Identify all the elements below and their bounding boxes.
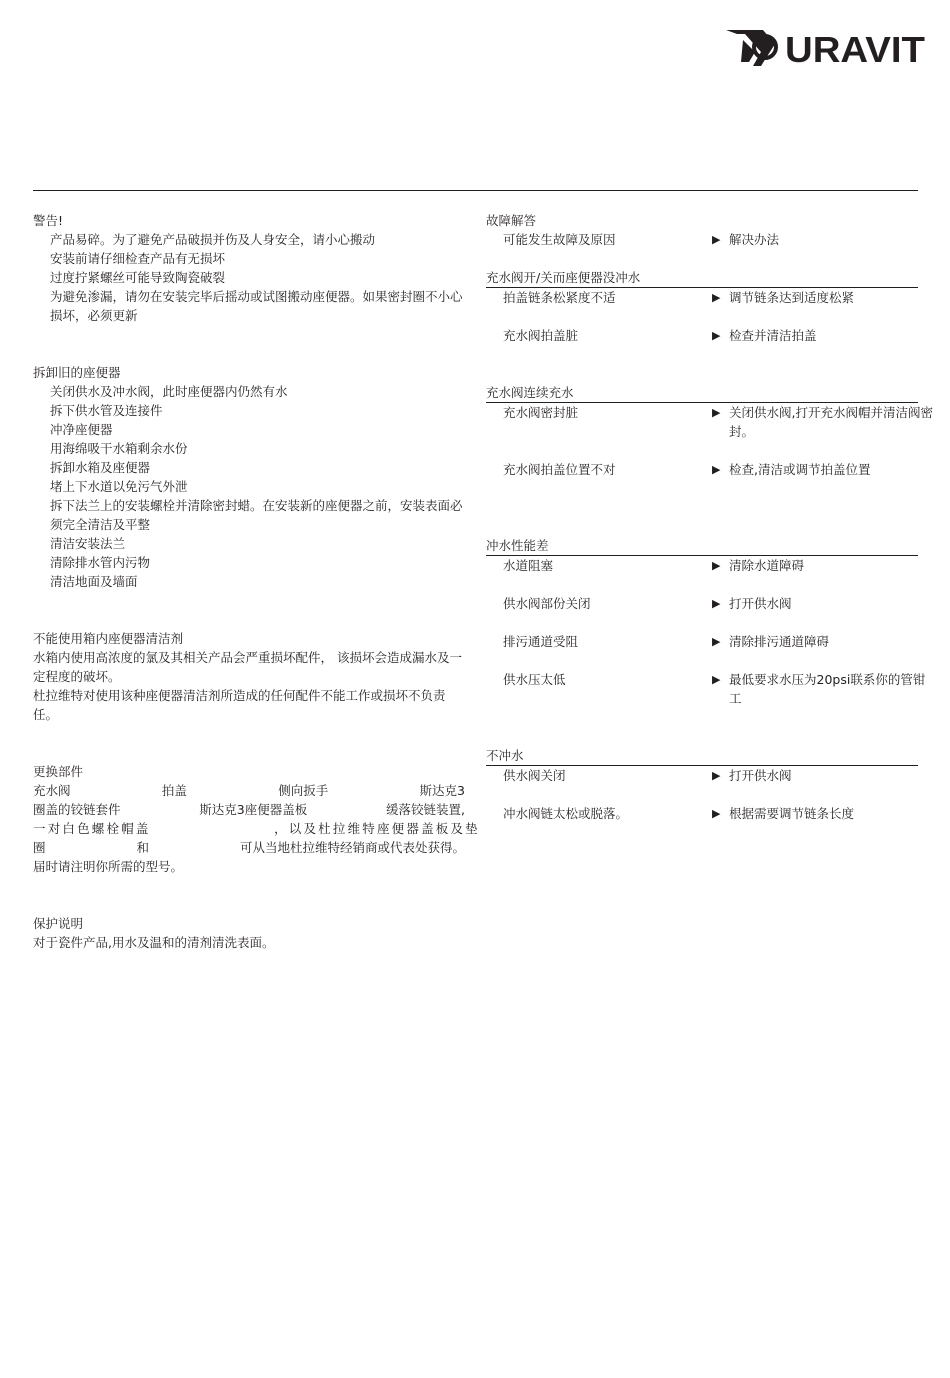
part-name: 拍盖 xyxy=(161,783,187,798)
removal-step: 用海绵吸干水箱剩余水份 xyxy=(50,441,188,456)
arrow-right-icon: ▶ xyxy=(712,559,721,572)
problem-cause: 拍盖链条松紧度不适 xyxy=(503,290,616,305)
removal-step: 拆下供水管及连接件 xyxy=(50,403,163,418)
problem-solution xyxy=(712,403,935,441)
problem-cause: 充水阀拍盖位置不对 xyxy=(503,462,616,477)
warning-item: 安装前请仔细检查产品有无损坏 xyxy=(50,251,226,266)
solution-text: 最低要求水压为20psi联系你的管钳工 xyxy=(729,672,926,706)
problem-solution xyxy=(712,460,935,479)
part-name: 和 xyxy=(136,840,149,855)
svg-text:URAVIT: URAVIT xyxy=(785,29,926,70)
removal-step xyxy=(33,496,465,534)
solution-text: 清除水道障碍 xyxy=(729,558,805,573)
removal-title: 拆卸旧的座便器 xyxy=(33,365,121,380)
problem-cause: 供水阀部份关闭 xyxy=(503,596,591,611)
care-text: 对于瓷件产品,用水及温和的清剂清洗表面。 xyxy=(33,935,275,950)
problem-solution xyxy=(712,288,935,307)
top-divider xyxy=(33,190,918,191)
problem-solution xyxy=(712,556,935,575)
problem-cause: 水道阻塞 xyxy=(503,558,554,573)
arrow-right-icon: ▶ xyxy=(712,635,721,648)
problem-cause: 排污通道受阻 xyxy=(503,634,579,649)
problem-row xyxy=(486,804,918,823)
duravit-logo-mark xyxy=(723,22,927,70)
problem-solution xyxy=(712,326,935,345)
problem-row xyxy=(486,460,918,479)
problem-solution xyxy=(712,766,935,785)
removal-step: 清除排水管内污物 xyxy=(50,555,151,570)
problem-cause: 充水阀拍盖脏 xyxy=(503,328,579,343)
left-column xyxy=(33,211,480,952)
removal-step: 拆卸水箱及座便器 xyxy=(50,460,151,475)
solution-text: 打开供水阀 xyxy=(729,596,792,611)
parts-line: 届时请注明你所需的型号。 xyxy=(33,859,184,874)
removal-step: 清洁安装法兰 xyxy=(50,536,126,551)
problem-row xyxy=(486,632,918,651)
arrow-right-icon: ▶ xyxy=(712,291,721,304)
arrow-right-icon: ▶ xyxy=(712,233,721,246)
cleaner-paragraph: 杜拉维特对使用该种座便器清洁剂所造成的任何配件不能工作或损坏不负责任。 xyxy=(33,688,446,722)
removal-step-text: 拆下法兰上的安装螺栓并清除密封蜡。在安装新的座便器之前，安装表面必须完全清洁及平整 xyxy=(50,498,463,532)
part-name: 圈盖的铰链套件 xyxy=(33,802,121,817)
arrow-right-icon: ▶ xyxy=(712,406,721,419)
problem-title: 充水阀连续充水 xyxy=(486,383,918,403)
problem-row xyxy=(486,556,918,575)
problem-cause: 供水压太低 xyxy=(503,672,566,687)
solution-text: 检查并清洁拍盖 xyxy=(729,328,817,343)
duravit-logo xyxy=(723,22,927,70)
arrow-right-icon: ▶ xyxy=(712,673,721,686)
parts-line: 一对白色螺栓帽盖 ，以及杜拉维特座便器盖板及垫 xyxy=(33,821,480,836)
part-name: 斯达克3座便器盖板 xyxy=(199,802,308,817)
problem-solution xyxy=(712,594,935,613)
parts-line xyxy=(33,838,465,857)
parts-title: 更换部件 xyxy=(33,764,84,779)
part-name: 侧向扳手 xyxy=(278,783,329,798)
problem-row xyxy=(486,326,918,345)
solution-text: 根据需要调节链条长度 xyxy=(729,806,855,821)
cleaner-paragraph: 水箱内使用高浓度的氯及其相关产品会严重损坏配件， 该损坏会造成漏水及一定程度的破坏。 xyxy=(33,650,462,684)
solution-text: 关闭供水阀,打开充水阀帽并清洁阀密封。 xyxy=(729,405,933,439)
problem-title: 冲水性能差 xyxy=(486,536,918,556)
problem-row xyxy=(486,766,918,785)
solution-text: 清除排污通道障碍 xyxy=(729,634,830,649)
solution-text: 调节链条达到适度松紧 xyxy=(729,290,855,305)
part-name: 缓落铰链装置, xyxy=(386,802,465,817)
removal-step: 堵上下水道以免污气外泄 xyxy=(50,479,188,494)
problem-cause: 冲水阀链太松或脱落。 xyxy=(503,806,629,821)
problem-solution xyxy=(712,804,935,823)
problem-cause: 充水阀密封脏 xyxy=(503,405,579,420)
parts-line xyxy=(33,781,465,800)
problem-row xyxy=(486,403,933,441)
arrow-right-icon: ▶ xyxy=(712,329,721,342)
care-title: 保护说明 xyxy=(33,916,84,931)
problem-solution xyxy=(712,632,935,651)
arrow-right-icon: ▶ xyxy=(712,463,721,476)
right-column xyxy=(486,211,933,823)
problem-cause: 供水阀关闭 xyxy=(503,768,566,783)
warning-item: 产品易碎。为了避免产品破损并伤及人身安全，请小心搬动 xyxy=(50,232,376,247)
part-name: 圈 xyxy=(33,840,46,855)
arrow-right-icon: ▶ xyxy=(712,597,721,610)
problem-row xyxy=(486,594,918,613)
parts-line xyxy=(33,800,465,819)
arrow-right-icon: ▶ xyxy=(712,769,721,782)
problem-row xyxy=(486,670,926,708)
problem-title: 充水阀开/关而座便器没冲水 xyxy=(486,268,918,288)
solution-text: 打开供水阀 xyxy=(729,768,792,783)
part-name: 可从当地杜拉维特经销商或代表处获得。 xyxy=(239,840,465,855)
cleaner-title: 不能使用箱内座便器清洁剂 xyxy=(33,631,184,646)
part-name: 斯达克3 xyxy=(419,783,465,798)
warning-item: 过度拧紧螺丝可能导致陶瓷破裂 xyxy=(50,270,226,285)
cause-header: 可能发生故障及原因 xyxy=(503,232,616,247)
troubleshooting-header-row xyxy=(486,230,918,249)
removal-step: 清洁地面及墙面 xyxy=(50,574,138,589)
warning-item: 为避免渗漏，请勿在安装完毕后摇动或试图搬动座便器。如果密封圈不小心损坏，必须更新 xyxy=(50,289,463,323)
problem-row xyxy=(486,288,918,307)
solution-text: 检查,清洁或调节拍盖位置 xyxy=(729,462,871,477)
removal-step: 关闭供水及冲水阀，此时座便器内仍然有水 xyxy=(50,384,288,399)
solution-header xyxy=(712,230,935,249)
part-name: 充水阀 xyxy=(33,783,71,798)
solution-header-text: 解决办法 xyxy=(729,232,780,247)
troubleshooting-title: 故障解答 xyxy=(486,213,537,228)
problem-title: 不冲水 xyxy=(486,746,918,766)
arrow-right-icon: ▶ xyxy=(712,807,721,820)
removal-step: 冲净座便器 xyxy=(50,422,113,437)
warning-title: 警告! xyxy=(33,213,64,228)
problem-solution xyxy=(712,670,935,708)
